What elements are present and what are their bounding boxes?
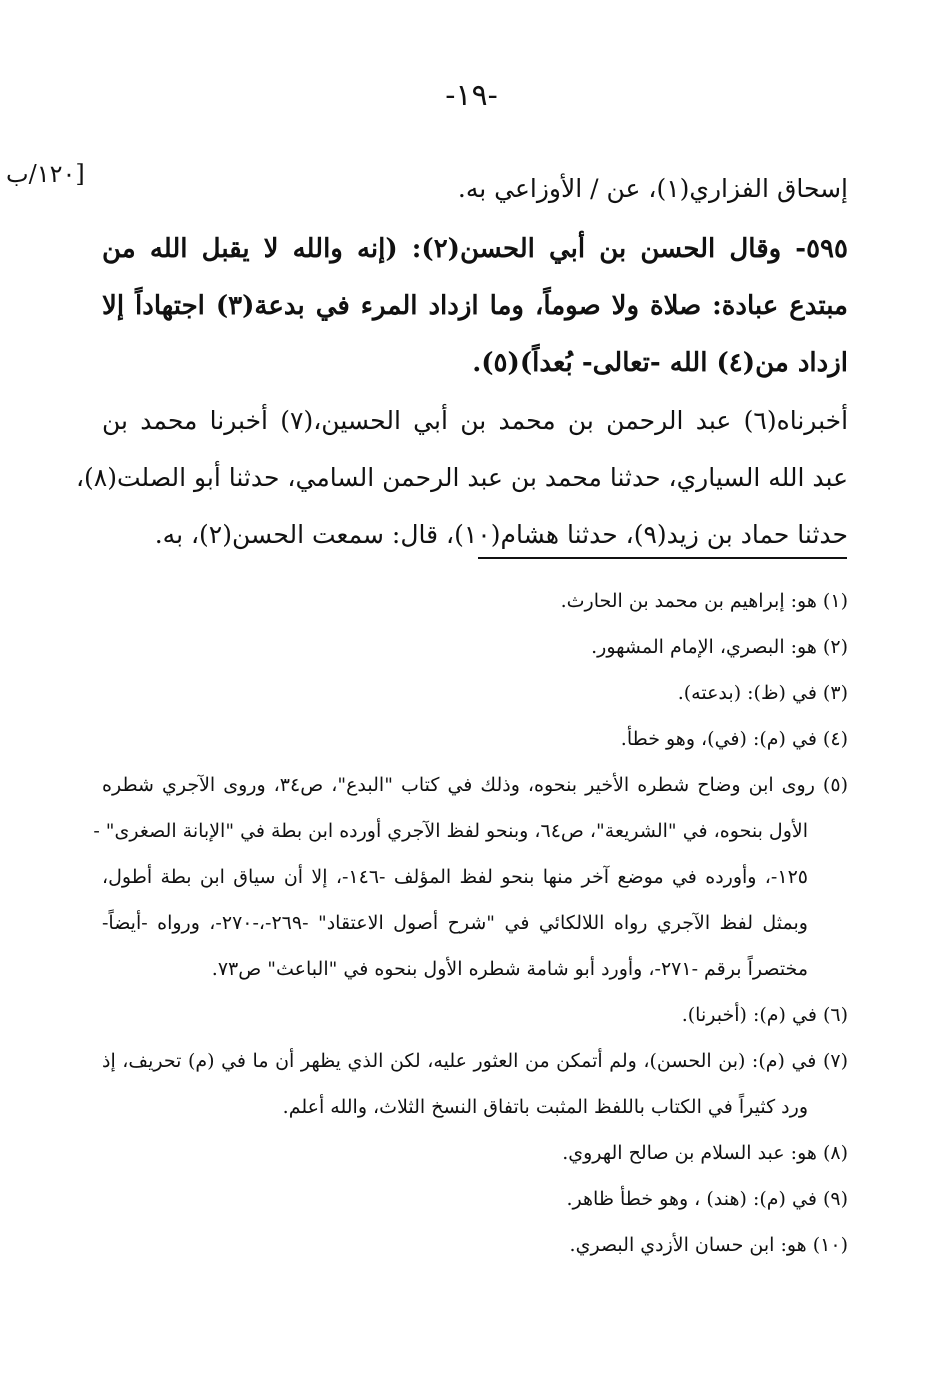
footnote-line: (٩) في (م): (هند) ، وهو خطأ ظاهر. xyxy=(566,1188,848,1210)
footnote-line: (١٠) هو: ابن حسان الأزدي البصري. xyxy=(569,1234,848,1256)
footnote-line: ١٢٥-، وأورده في موضع آخر منها بنحو لفظ المؤلف -١٤٦-، إلا أن سياق ابن بطة أطول، xyxy=(102,866,808,888)
footnote-line: (٢) هو: البصري، الإمام المشهور. xyxy=(591,636,848,658)
footnote-line: (٥) روى ابن وضاح شطره الأخير بنحوه، وذلك في كتاب "البدع"، ص٣٤، وروى الآجري شطره xyxy=(102,774,848,796)
main-text-line: عبد الله السياري، حدثنا محمد بن عبد الرحمن السامي، حدثنا أبو الصلت(٨)، xyxy=(75,463,848,492)
footnote-line: (٤) في (م): (في)، وهو خطأ. xyxy=(620,728,848,750)
footnote-line: (٧) في (م): (بن الحسن)، ولم أتمكن من العثور عليه، لكن الذي يظهر أن ما في (م) تحريف، إذ xyxy=(102,1050,848,1072)
page-number: -١٩- xyxy=(445,78,498,113)
footnote-line: الأول بنحوه، في "الشريعة"، ص٦٤، وبنحو لفظ الآجري أورده ابن بطة في "الإبانة الصغرى" - xyxy=(93,820,808,842)
main-text-line: ازداد من(٤) الله -تعالى- بُعداً)(٥). xyxy=(472,348,848,378)
footnote-line: (٦) في (م): (أخبرنا). xyxy=(681,1004,848,1026)
footnotes xyxy=(93,578,848,1268)
main-text-line: ٥٩٥- وقال الحسن بن أبي الحسن(٢): (إنه والله لا يقبل الله من xyxy=(102,234,848,264)
footnote-divider xyxy=(478,557,847,559)
main-text-line: إسحاق الفزاري(١)، عن / الأوزاعي به. xyxy=(457,174,848,203)
main-text xyxy=(75,160,849,563)
main-text-line: أخبرناه(٦) عبد الرحمن بن محمد بن أبي الحسين،(٧) أخبرنا محمد بن xyxy=(102,406,849,435)
main-text-line: حدثنا حماد بن زيد(٩)، حدثنا هشام(١٠)، قال: سمعت الحسن(٢)، به. xyxy=(154,520,848,549)
footnote-line: ورد كثيراً في الكتاب باللفظ المثبت باتفاق النسخ الثلاث، والله أعلم. xyxy=(282,1096,808,1118)
margin-reference: [١٢٠/ب xyxy=(6,160,85,188)
main-text-line: مبتدع عبادة: صلاة ولا صوماً، وما ازداد المرء في بدعة(٣) اجتهاداً إلا xyxy=(102,291,848,321)
footnote-line: (٣) في (ظ): (بدعته). xyxy=(677,682,848,704)
footnote-line: (٨) هو: عبد السلام بن صالح الهروي. xyxy=(562,1142,848,1164)
footnote-line: (١) هو: إبراهيم بن محمد بن الحارث. xyxy=(560,590,848,612)
footnote-line: وبمثل لفظ الآجري رواه اللالكائي في "شرح أصول الاعتقاد" -٢٦٩-،-٢٧٠-، ورواه -أيضاً- xyxy=(102,912,808,934)
footnote-line: مختصراً برقم -٢٧١-، وأورد أبو شامة شطره الأول بنحوه في "الباعث" ص٧٣. xyxy=(211,958,808,980)
